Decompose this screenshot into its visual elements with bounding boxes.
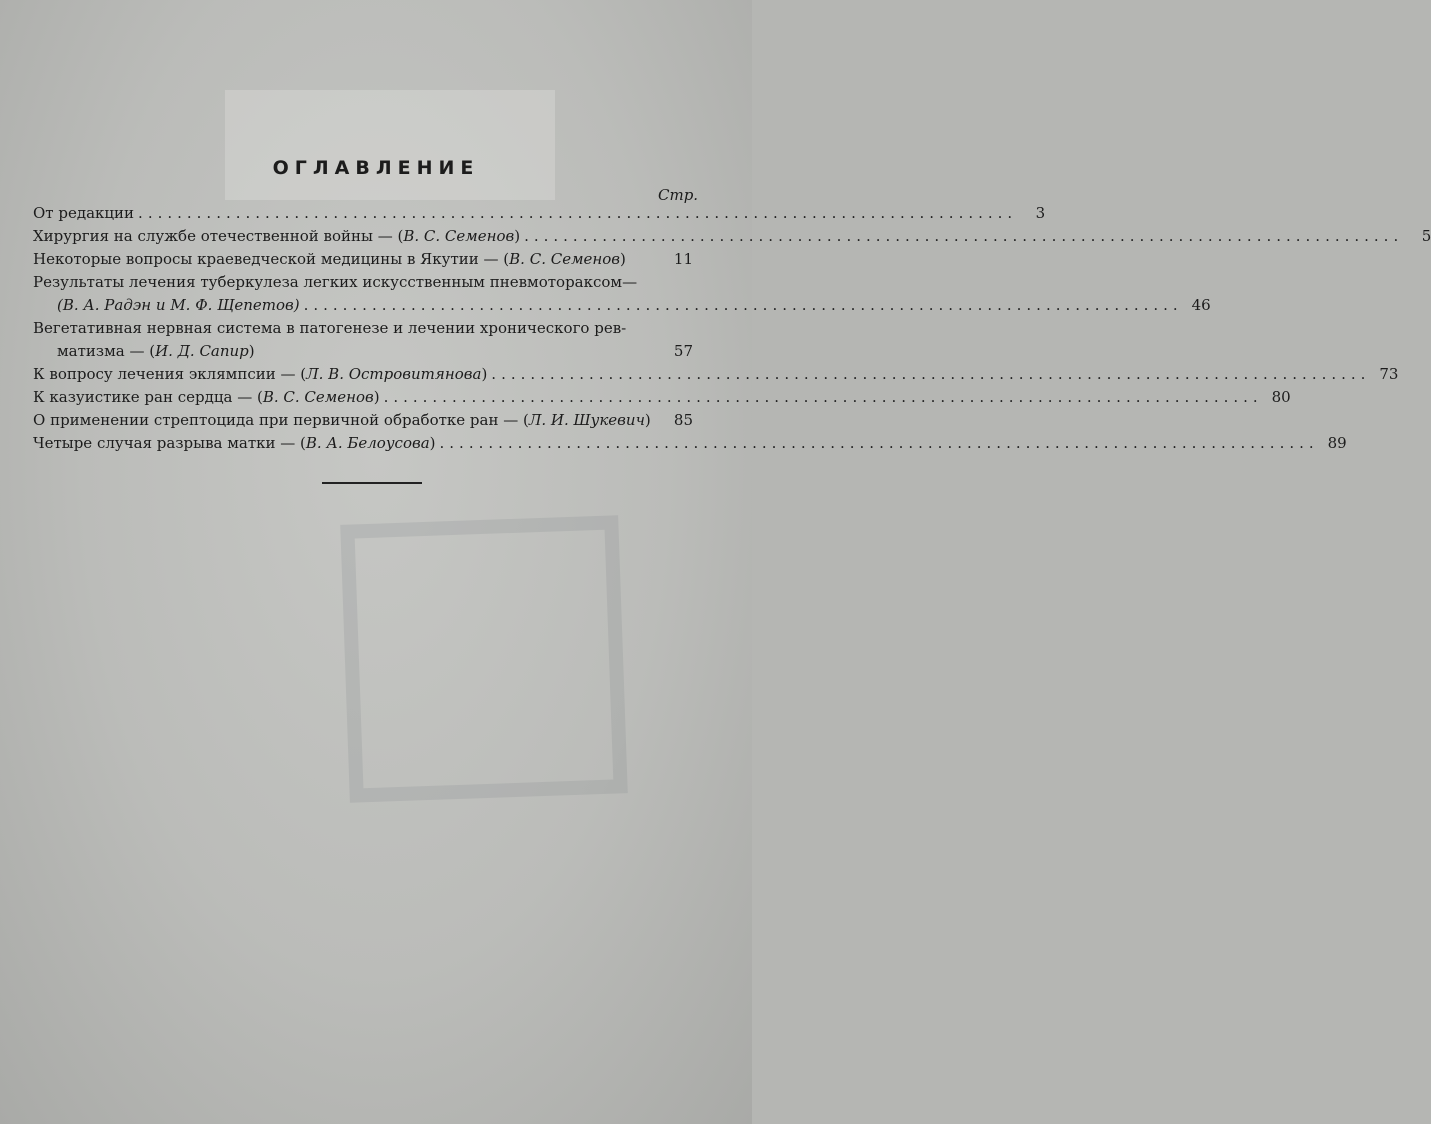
toc-entry[interactable] (33, 202, 1046, 225)
library-stamp-bleed (340, 515, 628, 803)
entry-title: Некоторые вопросы краеведческой медицины в Якутии — ( (33, 250, 510, 268)
entry-title: Результаты лечения туберкулеза легких искусственным пневмотораксом— (33, 273, 638, 291)
toc-entry[interactable] (33, 271, 1211, 317)
entry-close: ) (481, 365, 488, 383)
entry-author: В. С. Семенов (403, 227, 515, 245)
toc-entry[interactable] (33, 386, 1291, 409)
paper-highlight (225, 90, 555, 200)
entry-author: И. Д. Сапир (155, 342, 249, 360)
entry-page: 57 (673, 342, 693, 360)
entry-page: 89 (1327, 434, 1347, 452)
entry-close: ) (429, 434, 436, 452)
page-column-header: Стр. (658, 186, 699, 204)
table-of-contents (33, 202, 1431, 455)
leader-dots: .......................................................................................... (439, 434, 1319, 452)
entry-author: В. С. Семенов (262, 388, 374, 406)
entry-author: Л. И. Шукевич (528, 411, 645, 429)
toc-entry[interactable] (33, 432, 1347, 455)
toc-entry[interactable] (33, 225, 1431, 248)
toc-entry[interactable] (33, 248, 693, 271)
entry-author: В. С. Семенов (509, 250, 621, 268)
entry-close: ) (514, 227, 521, 245)
entry-page: 46 (1191, 296, 1211, 314)
toc-entry[interactable] (33, 363, 1399, 386)
entry-close: ) (373, 388, 380, 406)
entry-title: К казуистике ран сердца — ( (33, 388, 263, 406)
entry-page: 3 (1035, 204, 1046, 222)
entry-title: Хирургия на службе отечественной войны — ( (33, 227, 404, 245)
toc-entry[interactable] (33, 409, 693, 432)
entry-title: От редакции (33, 204, 135, 222)
entry-author: В. А. Белоусова (305, 434, 430, 452)
entry-close: ) (620, 250, 626, 268)
entry-title: Четыре случая разрыва матки — ( (33, 434, 306, 452)
entry-title: К вопросу лечения эклямпсии — ( (33, 365, 307, 383)
entry-author: (В. А. Радэн и М. Ф. Щепетов) (57, 296, 300, 314)
leader-dots: .......................................................................................... (303, 296, 1183, 314)
entry-page: 11 (673, 250, 693, 268)
entry-page: 73 (1379, 365, 1399, 383)
section-divider (322, 482, 422, 484)
leader-dots: .......................................................................................... (383, 388, 1263, 406)
entry-author: Л. В. Островитянова (306, 365, 482, 383)
entry-page: 5 (1421, 227, 1431, 245)
entry-close: ) (248, 342, 255, 360)
entry-page: 80 (1271, 388, 1291, 406)
leader-dots: .......................................................................................... (138, 204, 1018, 222)
entry-page: 85 (673, 411, 693, 429)
toc-entry[interactable] (33, 317, 693, 363)
entry-title: Вегетативная нервная система в патогенезе и лечении хронического рев- (33, 319, 627, 337)
entry-title-cont: матизма — ( (57, 342, 156, 360)
entry-close: ) (644, 411, 651, 429)
leader-dots: .......................................................................................... (491, 365, 1371, 383)
entry-title: О применении стрептоцида при первичной обработке ран — ( (33, 411, 529, 429)
leader-dots: .......................................................................................... (524, 227, 1404, 245)
page-title: ОГЛАВЛЕНИЕ (272, 157, 480, 179)
